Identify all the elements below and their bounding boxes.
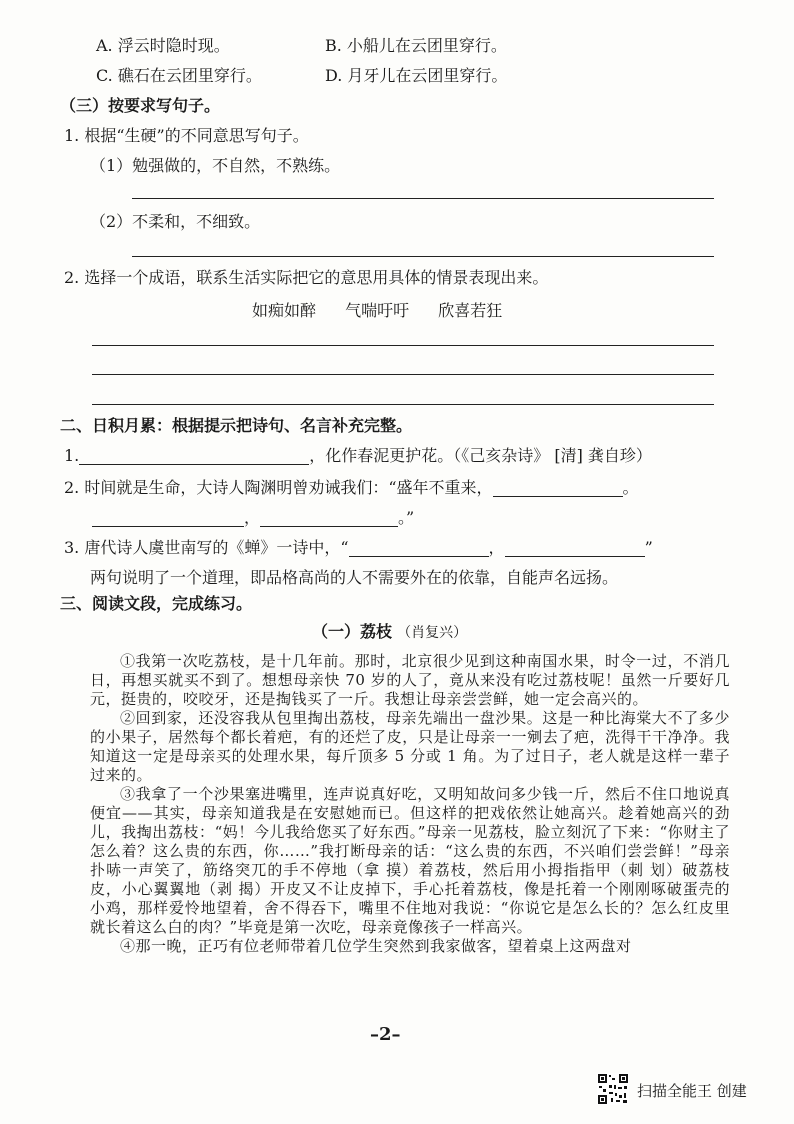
part-2-q3-blank-1[interactable] (349, 540, 489, 557)
part-2-q2-blank-2[interactable] (92, 510, 244, 527)
section-3-title: （三）按要求写句子。 (60, 96, 221, 115)
passage-body (90, 652, 730, 956)
part-2-q2-cont (92, 508, 414, 528)
scanner-watermark: 扫描全能王 创建 (637, 1082, 747, 1100)
q1-sub2-answer-line[interactable] (132, 256, 714, 257)
q2-answer-line-3[interactable] (92, 404, 714, 405)
part-2-q2-comma: ， (244, 508, 261, 527)
part-2-q3-cont: 两句说明了一个道理，即品格高尚的人不需要外在的依靠，自能声名远扬。 (90, 568, 619, 587)
part-2-q1 (64, 446, 652, 466)
part-2-q2-blank-3[interactable] (260, 510, 398, 527)
part-2-q2-end: 。 (622, 478, 639, 497)
part-3-title: 三、阅读文段，完成练习。 (60, 594, 253, 613)
passage-heading (312, 622, 467, 643)
part-2-title: 二、日积月累：根据提示把诗句、名言补充完整。 (60, 416, 413, 435)
part-2-q3-close: ” (644, 538, 653, 557)
part-2-q2-text: 2. 时间就是生命，大诗人陶渊明曾劝诫我们：“盛年不重来， (64, 478, 493, 497)
idiom-3: 欣喜若狂 (438, 301, 503, 320)
q1-sub2: （2）不柔和，不细致。 (90, 212, 261, 231)
option-c: C. 礁石在云团里穿行。 (96, 66, 262, 85)
part-2-q3-comma: ， (488, 538, 505, 557)
paragraph-3: ③我拿了一个沙果塞进嘴里，连声说真好吃，又明知故问多少钱一斤，然后不住口地说真便宜——其实，母亲知道我是在安慰她而已。但这样的把戏依然让她高兴。趁着她高兴的劲儿，我掏出荔枝：“妈！今儿我给您买了好东西。”母亲一见荔枝，脸立刻沉了下来：“你财主了怎么着？这么贵的东西，你……”我打断母亲的话：“这么贵的东西，不兴咱们尝尝鲜！”母亲扑哧一声笑了，筋络突兀的手不停地（拿 摸）着荔枝，然后用小拇指指甲（刺 划）破荔枝皮，小心翼翼地（剥 揭）开皮又不让皮掉下，手心托着荔枝，像是托着一个刚刚啄破蛋壳的小鸡，那样爱怜地望着，舍不得吞下，嘴里不住地对我说：“你说它是怎么长的？怎么红皮里就长着这么白的肉？”毕竟是第一次吃，母亲竟像孩子一样高兴。 (90, 785, 730, 936)
passage-author: （肖复兴） (397, 625, 468, 641)
paragraph-4: ④那一晚，正巧有位老师带着几位学生突然到我家做客，望着桌上这两盘对 (120, 937, 632, 955)
part-2-q3-text: 3. 唐代诗人虞世南写的《蝉》一诗中，“ (64, 538, 349, 557)
paragraph-1: ①我第一次吃荔枝，是十几年前。那时，北京很少见到这种南国水果，时令一过，不消几日，再想买就买不到了。想想母亲快 70 岁的人了，竟从来没有吃过荔枝呢！虽然一斤要好几元，挺贵的，咬咬牙，还是掏钱买了一斤。我想让母亲尝尝鲜，她一定会高兴的。 (90, 652, 730, 708)
q2-answer-line-2[interactable] (92, 374, 714, 375)
part-2-q3-blank-2[interactable] (505, 540, 645, 557)
passage-title: （一）荔枝 (312, 622, 393, 641)
part-2-q1-text: ，化作春泥更护花。（《己亥杂诗》 [清] 龚自珍） (309, 446, 652, 465)
part-2-q3 (64, 538, 653, 558)
idiom-list (252, 298, 526, 321)
option-b: B. 小船儿在云团里穿行。 (325, 36, 507, 55)
q2-stem: 2. 选择一个成语，联系生活实际把它的意思用具体的情景表现出来。 (64, 268, 549, 287)
option-d: D. 月牙儿在云团里穿行。 (325, 66, 508, 85)
paragraph-2: ②回到家，还没容我从包里掏出荔枝，母亲先端出一盘沙果。这是一种比海棠大不了多少的小果子，居然每个都长着疤，有的还烂了皮，只是让母亲一一剜去了疤，洗得干干净净。我知道这一定是母亲买的处理水果，每斤顶多 5 分或 1 角。为了过日子，老人就是这样一辈子过来的。 (90, 709, 730, 784)
q2-answer-line-1[interactable] (92, 345, 714, 346)
part-2-q1-blank[interactable] (79, 448, 309, 465)
part-2-q2 (64, 478, 639, 498)
idiom-1: 如痴如醉 (252, 301, 317, 320)
part-2-q2-blank-1[interactable] (493, 480, 623, 497)
qr-code-icon (597, 1073, 629, 1105)
idiom-2: 气喘吁吁 (345, 301, 410, 320)
option-a: A. 浮云时隐时现。 (96, 36, 230, 55)
part-2-q2-close: 。” (398, 508, 415, 527)
page-number: –2– (370, 1024, 401, 1045)
q1-sub1-answer-line[interactable] (132, 198, 714, 199)
q1-sub1: （1）勉强做的，不自然，不熟练。 (90, 156, 341, 175)
part-2-q1-number: 1. (64, 446, 80, 465)
q1-stem: 1. 根据“生硬”的不同意思写句子。 (64, 126, 309, 145)
